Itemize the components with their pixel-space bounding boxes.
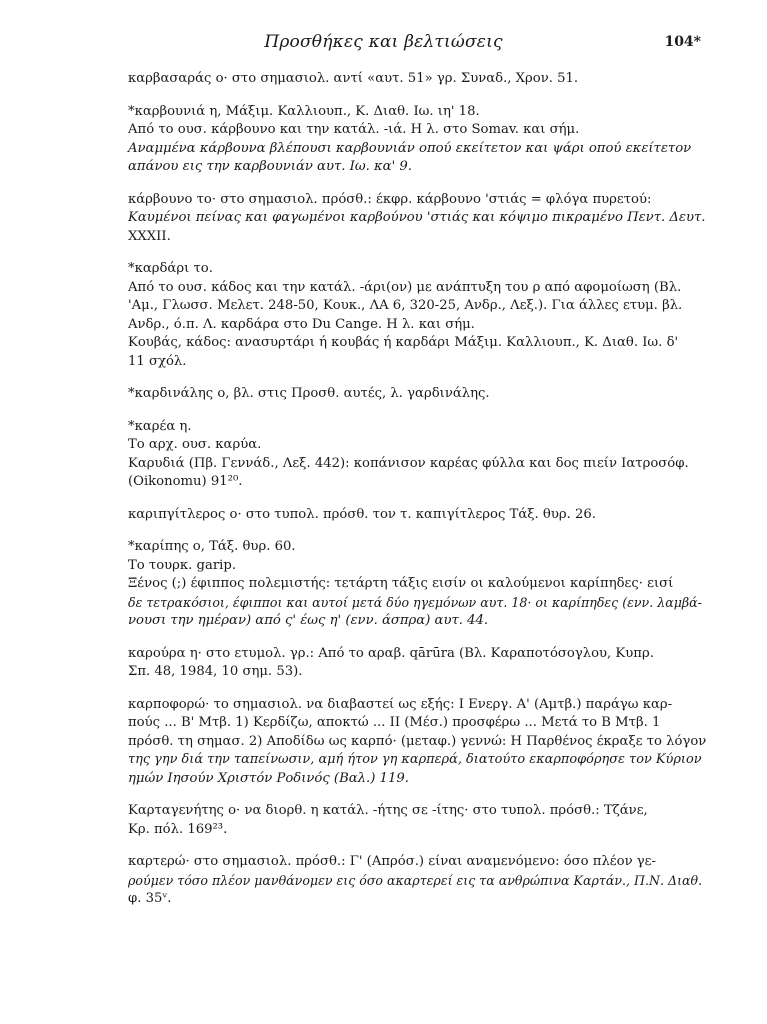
entry-karoura <box>128 645 708 682</box>
page-header-title: Προσθήκες και βελτιώσεις <box>264 32 503 52</box>
entry-line: *καρδινάλης ο, βλ. στις Προσθ. αυτές, λ. γαρδινάλης. <box>128 386 490 401</box>
entry-line: φ. 35ᵛ. <box>128 891 172 906</box>
entry-line: Από το ουσ. κάρβουνο και την κατάλ. -ιά. Η λ. στο Somav. και σήμ. <box>128 122 580 137</box>
entry-line: Σπ. 48, 1984, 10 σημ. 53). <box>128 664 303 679</box>
entry-line: Καρυδιά (Πβ. Γεννάδ., Λεξ. 442): κοπάνισον καρέας φύλλα και δος πιείν Ιατροσόφ. <box>128 455 689 471</box>
entry-line: Κρ. πόλ. 169²³. <box>128 821 228 837</box>
entry-line: καριπγίτλερος ο· στο τυπολ. πρόσθ. τον τ. καπιγίτλερος Τάξ. θυρ. 26. <box>128 506 596 522</box>
entry-karvouno <box>128 191 708 247</box>
entry-line: της γην διά την ταπείνωσιν, αμή ήτον γη καρπερά, διατούτο εκαρποφόρησε τον Κύριον <box>128 752 702 767</box>
entry-kardinalis <box>128 385 708 404</box>
entry-karea <box>128 418 708 492</box>
entry-line: Αναμμένα κάρβουνα βλέπουσι καρβουνιάν οπού εκείτετον και ψάρι οπού εκείτετον <box>128 140 692 156</box>
entry-karipgitleros <box>128 506 708 525</box>
entries-list <box>128 70 708 923</box>
entry-karipis <box>128 538 708 631</box>
entry-line: πούς ... Β' Μτβ. 1) Κερδίζω, αποκτώ ... ΙΙ (Μέσ.) προσφέρω ... Μετά το Β Μτβ. 1 <box>128 715 661 730</box>
entry-line: (Oikonomu) 91²⁰. <box>128 474 243 489</box>
entry-line: *καρδάρι το. <box>128 261 213 276</box>
page-number: 104* <box>664 34 701 50</box>
entry-line: 'Αμ., Γλωσσ. Μελετ. 248-50, Κουκ., ΛΑ 6, 320-25, Ανδρ., Λεξ.). Για άλλες ετυμ. βλ. <box>128 298 683 313</box>
entry-line: ρούμεν τόσο πλέον μανθάνομεν εις όσο ακαρτερεί εις τα ανθρώπινα Καρτάν., Π.Ν. Διαθ. <box>128 872 703 888</box>
entry-line: Το αρχ. ουσ. καρύα. <box>128 437 262 452</box>
entry-line: Καυμένοι πείνας και φαγωμένοι καρβούνου 'στιάς και κόψιμο πικραμένο Πεντ. Δευτ. <box>128 210 706 225</box>
entry-karvasaras <box>128 70 708 89</box>
entry-line: ημών Ιησούν Χριστόν Ροδινός (Βαλ.) 119. <box>128 770 409 786</box>
entry-line: κάρβουνο το· στο σημασιολ. πρόσθ.: έκφρ. κάρβουνο 'στιάς = φλόγα πυρετού: <box>128 191 652 207</box>
entry-line: 11 σχόλ. <box>128 353 187 369</box>
entry-line: νουσι την ημέραν) από ς' έως η' (ενν. άσπρα) αυτ. 44. <box>128 613 489 628</box>
entry-line: *καρέα η. <box>128 418 192 434</box>
entry-line: *καρβουνιά η, Μάξιμ. Καλλιουπ., Κ. Διαθ. Ιω. ιη' 18. <box>128 103 480 119</box>
entry-line: Το τουρκ. garip. <box>128 557 237 573</box>
entry-line: δε τετρακόσιοι, έφιπποι και αυτοί μετά δύο ηγεμόνων αυτ. 18· οι καρίπηδες (ενν. λαμβά- <box>128 594 702 610</box>
entry-line: XXXII. <box>128 228 171 244</box>
entry-karpoforo <box>128 696 708 789</box>
entry-line: καρβασαράς ο· στο σημασιολ. αντί «αυτ. 51» γρ. Συναδ., Χρον. 51. <box>128 71 579 86</box>
entry-kartero <box>128 853 708 909</box>
entry-kartagenitis <box>128 802 708 839</box>
entry-line: καρτερώ· στο σημασιολ. πρόσθ.: Γ' (Απρόσ.) είναι αναμενόμενο: όσο πλέον γε- <box>128 854 656 869</box>
entry-line: πρόσθ. τη σημασ. 2) Αποδίδω ως καρπό· (μεταφ.) γεννώ: Η Παρθένος έκραξε το λόγον <box>128 733 707 749</box>
entry-line: καρούρα η· στο ετυμολ. γρ.: Από το αραβ. qārūra (Βλ. Καραποτόσογλου, Κυπρ. <box>128 645 654 661</box>
entry-line: Καρταγενήτης ο· να διορθ. η κατάλ. -ήτης σε -ίτης· στο τυπολ. πρόσθ.: Τζάνε, <box>128 803 648 818</box>
entry-line: *καρίπης ο, Τάξ. θυρ. 60. <box>128 539 296 554</box>
entry-kardari <box>128 260 708 371</box>
entry-karvounia <box>128 103 708 177</box>
entry-line: καρποφορώ· το σημασιολ. να διαβαστεί ως εξής: Ι Ενεργ. Α' (Αμτβ.) παράγω καρ- <box>128 696 673 712</box>
entry-line: Ανδρ., ό.π. Λ. καρδάρα στο Du Cange. Η λ. και σήμ. <box>128 316 475 332</box>
entry-line: Ξένος (;) έφιππος πολεμιστής: τετάρτη τάξις εισίν οι καλούμενοι καρίπηδες· εισί <box>128 576 674 591</box>
entry-line: απάνου εις την καρβουνιάν αυτ. Ιω. κα' 9. <box>128 159 412 174</box>
entry-line: Από το ουσ. κάδος και την κατάλ. -άρι(ον) με ανάπτυξη του ρ από αφομοίωση (Βλ. <box>128 279 682 295</box>
entry-line: Κουβάς, κάδος: ανασυρτάρι ή κουβάς ή καρδάρι Μάξιμ. Καλλιουπ., Κ. Διαθ. Ιω. δ' <box>128 335 679 350</box>
